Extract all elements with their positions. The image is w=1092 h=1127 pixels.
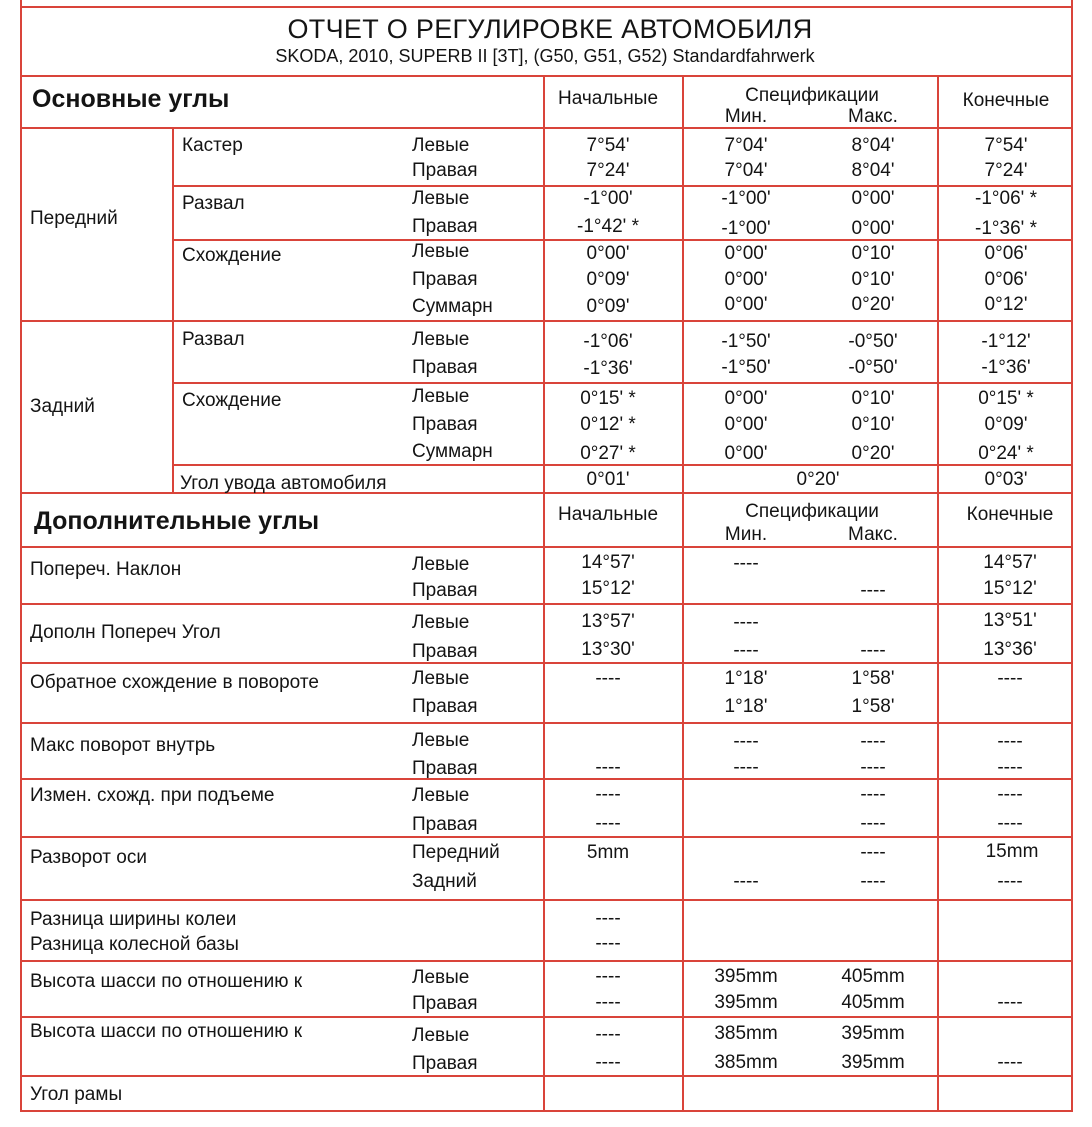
grid-line [20, 960, 1073, 962]
ride-height-label: Высота шасси по отношению к [30, 971, 303, 992]
value-cell: 5mm [586, 842, 630, 863]
side-label: Суммарн [412, 296, 493, 317]
frame-angle-label: Угол рамы [30, 1084, 123, 1105]
col-spec-header: Спецификации [745, 85, 879, 106]
value-cell: 7°54' [984, 135, 1028, 156]
side-label: Левые [412, 730, 470, 751]
value-cell: ---- [733, 731, 759, 752]
value-cell: 0°27' * [580, 443, 636, 464]
main-angles-title: Основные углы [32, 85, 230, 113]
ride-height-label: Высота шасси по отношению к [30, 1021, 303, 1042]
grid-line [20, 1110, 1073, 1112]
side-label: Правая [412, 160, 478, 181]
value-cell: 8°04' [851, 160, 895, 181]
col-initial-header: Начальные [557, 88, 659, 109]
value-cell: 7°24' [586, 160, 630, 181]
side-label: Левые [412, 785, 470, 806]
rear-axle-label: Задний [30, 396, 95, 417]
value-cell: 0°00' [851, 188, 895, 209]
value-cell: -0°50' [848, 331, 898, 352]
value-cell: ---- [595, 813, 621, 834]
value-cell: 0°12' [984, 294, 1028, 315]
wheelbase-diff-label: Разница колесной базы [30, 934, 239, 955]
col-max-header: Макс. [848, 524, 898, 545]
value-cell: 13°36' [983, 639, 1037, 660]
front-toe-label: Схождение [182, 245, 282, 266]
value-cell: 0°09' [984, 414, 1028, 435]
value-cell: 0°00' [724, 269, 768, 290]
grid-line [20, 0, 22, 1112]
value-cell: 13°51' [983, 610, 1037, 631]
value-cell: ---- [997, 731, 1023, 752]
value-cell: 385mm [714, 1023, 778, 1044]
grid-line [543, 76, 545, 1112]
side-label: Левые [412, 386, 470, 407]
value-cell: -1°00' [583, 188, 633, 209]
side-label: Суммарн [412, 441, 493, 462]
value-cell: ---- [595, 966, 621, 987]
value-cell: -1°50' [721, 331, 771, 352]
rear-toe-label: Схождение [182, 390, 282, 411]
value-cell: 15mm [985, 841, 1039, 862]
value-cell: 14°57' [581, 552, 635, 573]
side-label: Правая [412, 269, 478, 290]
value-cell: 405mm [841, 966, 905, 987]
value-cell: ---- [860, 842, 886, 863]
value-cell: ---- [595, 992, 621, 1013]
side-label: Правая [412, 216, 478, 237]
value-cell: -1°36' * [975, 218, 1037, 239]
grid-line [20, 1075, 1073, 1077]
grid-line [20, 6, 1073, 8]
caster-label: Кастер [182, 135, 243, 156]
grid-line [20, 546, 1073, 548]
value-cell: ---- [733, 612, 759, 633]
value-cell: -1°36' [583, 358, 633, 379]
side-label: Левые [412, 1025, 470, 1046]
value-cell: 0°00' [724, 443, 768, 464]
col-final-header: Конечные [962, 90, 1050, 111]
side-label: Левые [412, 135, 470, 156]
value-cell: -1°00' [721, 218, 771, 239]
col-spec-header: Спецификации [745, 501, 879, 522]
track-width-diff-label: Разница ширины колеи [30, 909, 237, 930]
value-cell: 0°15' * [580, 388, 636, 409]
value-cell: ---- [997, 668, 1023, 689]
side-label: Левые [412, 668, 470, 689]
value-cell: 7°24' [984, 160, 1028, 181]
value-cell: -1°50' [721, 357, 771, 378]
value-cell: 1°18' [724, 696, 768, 717]
value-cell: 0°10' [851, 414, 895, 435]
side-label: Левые [412, 967, 470, 988]
thrust-angle-label: Угол увода автомобиля [180, 473, 387, 494]
front-camber-label: Развал [182, 193, 245, 214]
grid-line [937, 76, 939, 1112]
value-cell: 0°24' * [978, 443, 1034, 464]
value-cell: 0°20' [796, 469, 840, 490]
side-label: Правая [412, 814, 478, 835]
value-cell: ---- [860, 871, 886, 892]
side-label: Левые [412, 554, 470, 575]
value-cell: 395mm [841, 1052, 905, 1073]
extra-angles-title: Дополнительные углы [34, 507, 320, 535]
value-cell: 395mm [841, 1023, 905, 1044]
setback-label: Разворот оси [30, 847, 147, 868]
side-label: Левые [412, 612, 470, 633]
value-cell: ---- [595, 908, 621, 929]
value-cell: 0°10' [851, 243, 895, 264]
value-cell: ---- [860, 813, 886, 834]
grid-line [20, 662, 1073, 664]
report-title: ОТЧЕТ О РЕГУЛИРОВКЕ АВТОМОБИЛЯ [287, 14, 813, 44]
value-cell: -0°50' [848, 357, 898, 378]
side-label: Правая [412, 696, 478, 717]
toe-out-turns-label: Обратное схождение в повороте [30, 672, 319, 693]
value-cell: 395mm [714, 966, 778, 987]
col-final-header: Конечные [966, 504, 1054, 525]
side-label: Правая [412, 993, 478, 1014]
value-cell: 0°10' [851, 269, 895, 290]
value-cell: 8°04' [851, 135, 895, 156]
value-cell: ---- [733, 757, 759, 778]
col-min-header: Мин. [724, 524, 768, 545]
value-cell: 405mm [841, 992, 905, 1013]
toe-change-label: Измен. схожд. при подъеме [30, 785, 275, 806]
value-cell: ---- [860, 580, 886, 601]
value-cell: 0°09' [586, 296, 630, 317]
value-cell: ---- [860, 784, 886, 805]
sai-label: Попереч. Наклон [30, 559, 182, 580]
value-cell: 1°58' [851, 668, 895, 689]
value-cell: ---- [997, 813, 1023, 834]
grid-line [1071, 0, 1073, 1112]
grid-line [20, 75, 1073, 77]
value-cell: 7°04' [724, 135, 768, 156]
side-label: Левые [412, 188, 470, 209]
included-angle-label: Дополн Попереч Угол [30, 622, 221, 643]
value-cell: 0°12' * [580, 414, 636, 435]
col-initial-header: Начальные [557, 504, 659, 525]
value-cell: ---- [997, 992, 1023, 1013]
max-turn-label: Макс поворот внутрь [30, 735, 216, 756]
value-cell: 14°57' [983, 552, 1037, 573]
value-cell: 1°18' [724, 668, 768, 689]
side-label: Задний [412, 871, 477, 892]
side-label: Левые [412, 329, 470, 350]
grid-line [20, 836, 1073, 838]
value-cell: 0°00' [724, 414, 768, 435]
col-max-header: Макс. [848, 106, 898, 127]
grid-line [20, 1016, 1073, 1018]
grid-line [172, 239, 1073, 241]
value-cell: 0°00' [724, 294, 768, 315]
grid-line [172, 128, 174, 493]
value-cell: 385mm [714, 1052, 778, 1073]
value-cell: 0°00' [851, 218, 895, 239]
value-cell: 0°01' [586, 469, 630, 490]
value-cell: 0°20' [851, 294, 895, 315]
grid-line [682, 76, 684, 1112]
value-cell: 13°30' [581, 639, 635, 660]
side-label: Правая [412, 357, 478, 378]
value-cell: 1°58' [851, 696, 895, 717]
value-cell: 15°12' [983, 578, 1037, 599]
value-cell: 0°00' [586, 243, 630, 264]
value-cell: -1°06' * [975, 188, 1037, 209]
value-cell: ---- [997, 784, 1023, 805]
rear-camber-label: Развал [182, 329, 245, 350]
value-cell: -1°36' [981, 357, 1031, 378]
vehicle-subtitle: SKODA, 2010, SUPERB II [3T], (G50, G51, G52) Standardfahrwerk [275, 46, 815, 66]
side-label: Правая [412, 1053, 478, 1074]
grid-line [172, 185, 1073, 187]
grid-line [20, 603, 1073, 605]
grid-line [172, 382, 1073, 384]
value-cell: 0°03' [984, 469, 1028, 490]
side-label: Левые [412, 241, 470, 262]
value-cell: 0°00' [724, 388, 768, 409]
value-cell: ---- [733, 640, 759, 661]
value-cell: 0°15' * [978, 388, 1034, 409]
value-cell: -1°00' [721, 188, 771, 209]
value-cell: 0°06' [984, 269, 1028, 290]
grid-line [20, 492, 1073, 494]
grid-line [20, 722, 1073, 724]
value-cell: ---- [595, 784, 621, 805]
value-cell: ---- [733, 553, 759, 574]
value-cell: 0°00' [724, 243, 768, 264]
value-cell: 0°09' [586, 269, 630, 290]
value-cell: ---- [595, 668, 621, 689]
side-label: Правая [412, 641, 478, 662]
value-cell: -1°42' * [577, 216, 639, 237]
side-label: Правая [412, 580, 478, 601]
grid-line [20, 778, 1073, 780]
value-cell: ---- [595, 757, 621, 778]
value-cell: ---- [860, 731, 886, 752]
value-cell: ---- [997, 871, 1023, 892]
col-min-header: Мин. [724, 106, 768, 127]
value-cell: 13°57' [581, 611, 635, 632]
value-cell: ---- [733, 871, 759, 892]
grid-line [20, 899, 1073, 901]
value-cell: ---- [860, 757, 886, 778]
value-cell: ---- [595, 1052, 621, 1073]
value-cell: ---- [860, 640, 886, 661]
value-cell: 7°54' [586, 135, 630, 156]
grid-line [20, 127, 1073, 129]
value-cell: -1°12' [981, 331, 1031, 352]
value-cell: 0°20' [851, 443, 895, 464]
value-cell: 0°10' [851, 388, 895, 409]
value-cell: 0°06' [984, 243, 1028, 264]
value-cell: 395mm [714, 992, 778, 1013]
value-cell: 7°04' [724, 160, 768, 181]
value-cell: ---- [997, 1052, 1023, 1073]
value-cell: 15°12' [581, 578, 635, 599]
side-label: Правая [412, 758, 478, 779]
grid-line [20, 320, 1073, 322]
value-cell: ---- [595, 1024, 621, 1045]
value-cell: -1°06' [583, 331, 633, 352]
value-cell: ---- [997, 757, 1023, 778]
side-label: Правая [412, 414, 478, 435]
front-axle-label: Передний [30, 208, 118, 229]
side-label: Передний [412, 842, 500, 863]
value-cell: ---- [595, 933, 621, 954]
